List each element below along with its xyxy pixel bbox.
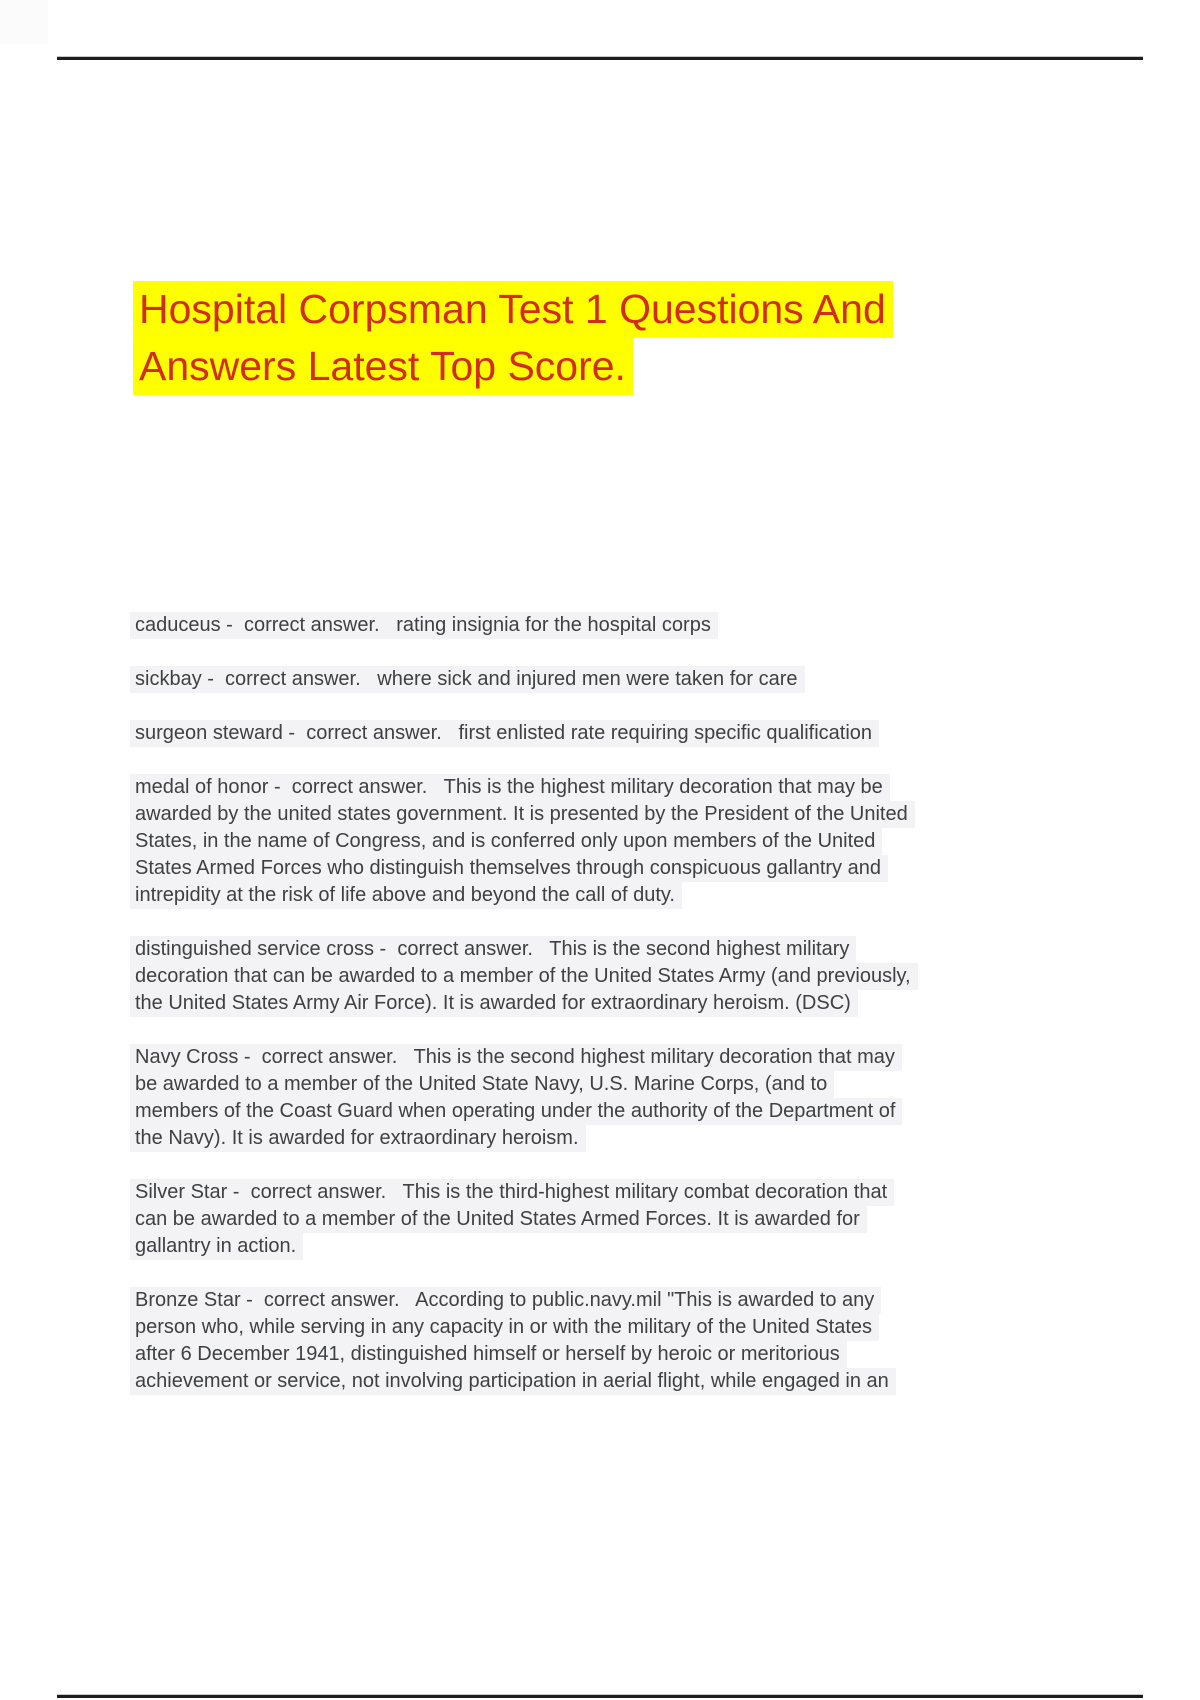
qa-line-text: awarded by the united states government. It is presented by the President of the United — [130, 801, 915, 828]
qa-item — [135, 612, 1125, 639]
qa-line-text: States Armed Forces who distinguish themselves through conspicuous gallantry and — [130, 855, 888, 882]
qa-line-text: sickbay - correct answer. where sick and injured men were taken for care — [130, 666, 805, 693]
qa-item — [135, 1044, 1125, 1152]
qa-line-text: decoration that can be awarded to a member of the United States Army (and previously, — [130, 963, 918, 990]
qa-item — [135, 720, 1125, 747]
qa-line — [135, 1341, 1125, 1368]
qa-line-text: can be awarded to a member of the United States Armed Forces. It is awarded for — [130, 1206, 867, 1233]
qa-line — [135, 855, 1125, 882]
qa-line-text: medal of honor - correct answer. This is the highest military decoration that may be — [130, 774, 890, 801]
qa-item — [135, 774, 1125, 909]
qa-line — [135, 1179, 1125, 1206]
qa-line — [135, 990, 1125, 1017]
qa-line — [135, 1287, 1125, 1314]
qa-item — [135, 936, 1125, 1017]
qa-line — [135, 1044, 1125, 1071]
qa-line — [135, 1368, 1125, 1395]
qa-line-text: distinguished service cross - correct answer. This is the second highest military — [130, 936, 856, 963]
qa-line-text: the Navy). It is awarded for extraordinary heroism. — [130, 1125, 586, 1152]
qa-line-text: gallantry in action. — [130, 1233, 303, 1260]
qa-line — [135, 666, 1125, 693]
qa-item — [135, 666, 1125, 693]
qa-line — [135, 828, 1125, 855]
qa-line — [135, 720, 1125, 747]
qa-line — [135, 1233, 1125, 1260]
qa-line — [135, 774, 1125, 801]
qa-line-text: caduceus - correct answer. rating insignia for the hospital corps — [130, 612, 718, 639]
qa-line — [135, 882, 1125, 909]
qa-line — [135, 963, 1125, 990]
qa-line-text: members of the Coast Guard when operating under the authority of the Department of — [130, 1098, 902, 1125]
qa-line — [135, 612, 1125, 639]
qa-line-text: person who, while serving in any capacity in or with the military of the United States — [130, 1314, 879, 1341]
page-title-line-1: Hospital Corpsman Test 1 Questions And — [133, 281, 893, 338]
corner-artifact — [0, 0, 48, 44]
page-title-line-2: Answers Latest Top Score. — [133, 338, 633, 395]
qa-item — [135, 1179, 1125, 1260]
qa-line-text: States, in the name of Congress, and is conferred only upon members of the United — [130, 828, 882, 855]
qa-line-text: the United States Army Air Force). It is awarded for extraordinary heroism. (DSC) — [130, 990, 858, 1017]
qa-line — [135, 801, 1125, 828]
qa-line — [135, 1314, 1125, 1341]
qa-line-text: Silver Star - correct answer. This is the third-highest military combat decoration that — [130, 1179, 894, 1206]
page-title — [133, 281, 893, 395]
qa-line-text: be awarded to a member of the United State Navy, U.S. Marine Corps, (and to — [130, 1071, 834, 1098]
qa-line — [135, 1125, 1125, 1152]
qa-line-text: Bronze Star - correct answer. According to public.navy.mil "This is awarded to any — [130, 1287, 881, 1314]
qa-line — [135, 1206, 1125, 1233]
qa-line-text: after 6 December 1941, distinguished himself or herself by heroic or meritorious — [130, 1341, 847, 1368]
qa-line-text: intrepidity at the risk of life above and beyond the call of duty. — [130, 882, 682, 909]
top-rule — [57, 56, 1143, 60]
qa-line — [135, 1071, 1125, 1098]
qa-line — [135, 936, 1125, 963]
qa-line-text: achievement or service, not involving participation in aerial flight, while engaged in an — [130, 1368, 896, 1395]
qa-line-text: surgeon steward - correct answer. first enlisted rate requiring specific qualification — [130, 720, 879, 747]
qa-item — [135, 1287, 1125, 1395]
qa-line — [135, 1098, 1125, 1125]
qa-list — [135, 612, 1125, 1422]
bottom-rule — [57, 1694, 1143, 1698]
qa-line-text: Navy Cross - correct answer. This is the second highest military decoration that may — [130, 1044, 902, 1071]
